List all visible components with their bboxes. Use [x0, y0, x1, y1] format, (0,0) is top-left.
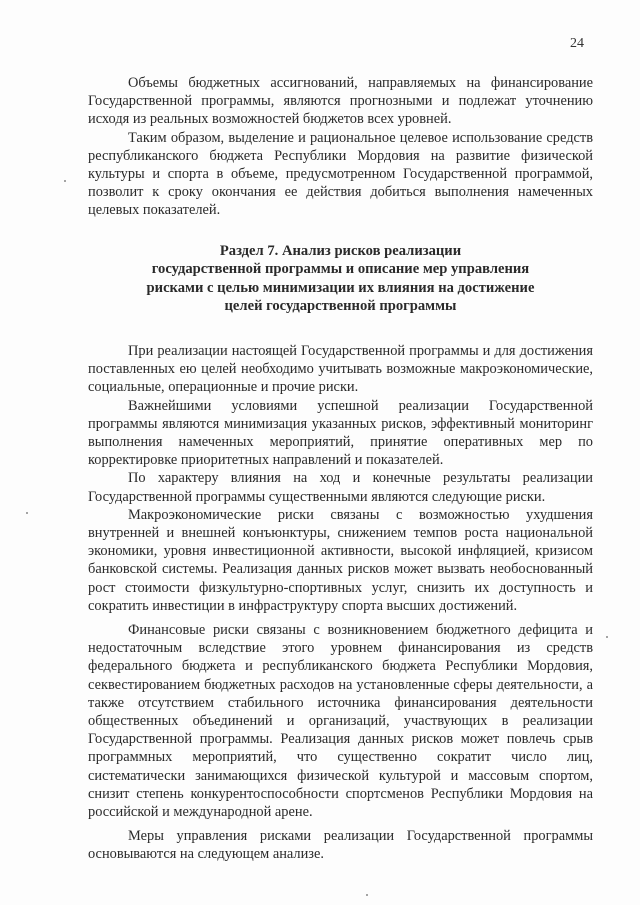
scan-speck	[26, 512, 28, 514]
paragraph-risk-management: Меры управления рисками реализации Государственной программы основываются на следующем анализе.	[88, 828, 593, 863]
section-heading-line: государственной программы и описание мер управления	[151, 261, 530, 278]
section-heading-line: рисками с целью минимизации их влияния на достижение	[146, 279, 535, 296]
paragraph-financial-risks: Финансовые риски связаны с возникновением бюджетного дефицита и недостаточным вследствие этого уровнем финансирования из средств федерального бюджета и республиканского бюджета Республики Мордовия, секвестированием бюджетных расходов на установленные сферы деятельности, а также отсутствием стабильного источника финансирования деятельности общественных объединений и организаций, участвующих в реализации Государственной программы. Реализация данных рисков может повлечь срыв программных мероприятий, что существенно сократит число лиц, систематически занимающихся физической культурой и массовым спортом, снизит степень конкурентоспособности спортсменов Республики Мордовия на российской и международной арене.	[88, 622, 593, 821]
paragraph-risk-types: По характеру влияния на ход и конечные результаты реализации Государственной программы существенными являются следующие риски.	[88, 470, 593, 505]
paragraph-key-conditions: Важнейшими условиями успешной реализации Государственной программы являются минимизация указанных рисков, эффективный мониторинг выполнения намеченных мероприятий, принятие оперативных мер по корректировке приоритетных направлений и показателей.	[88, 397, 593, 469]
document-body	[88, 74, 593, 864]
scan-speck	[366, 894, 368, 896]
section-heading-line: Раздел 7. Анализ рисков реализации	[219, 242, 462, 259]
scan-speck	[64, 180, 66, 182]
paragraph-budget-forecast: Объемы бюджетных ассигнований, направляемых на финансирование Государственной программы, являются прогнозными и подлежат уточнению исходя из реальных возможностей бюджетов всех уровней.	[88, 75, 593, 128]
paragraph-macroeconomic-risks: Макроэкономические риски связаны с возможностью ухудшения внутренней и внешней конъюнктуры, снижением темпов роста национальной экономики, уровня инвестиционной активности, высокой инфляцией, кризисом банковской системы. Реализация данных рисков может вызвать необоснованный рост стоимости физкультурно-спортивных услуг, снизить их доступность и сократить инвестиции в инфраструктуру спорта высших достижений.	[88, 506, 593, 614]
paragraph-risks-intro: При реализации настоящей Государственной программы и для достижения поставленных ею целей необходимо учитывать возможные макроэкономические, социальные, операционные и прочие риски.	[88, 343, 593, 396]
section-heading	[88, 242, 593, 316]
scan-speck	[606, 636, 608, 638]
section-heading-line: целей государственной программы	[224, 298, 457, 315]
paragraph-budget-allocation: Таким образом, выделение и рациональное целевое использование средств республиканского бюджета Республики Мордовия на развитие физической культуры и спорта в объеме, предусмотренном Государственной программой, позволит к сроку окончания ее действия добиться выполнения намеченных целевых показателей.	[88, 129, 593, 219]
page-number: 24	[570, 36, 584, 51]
